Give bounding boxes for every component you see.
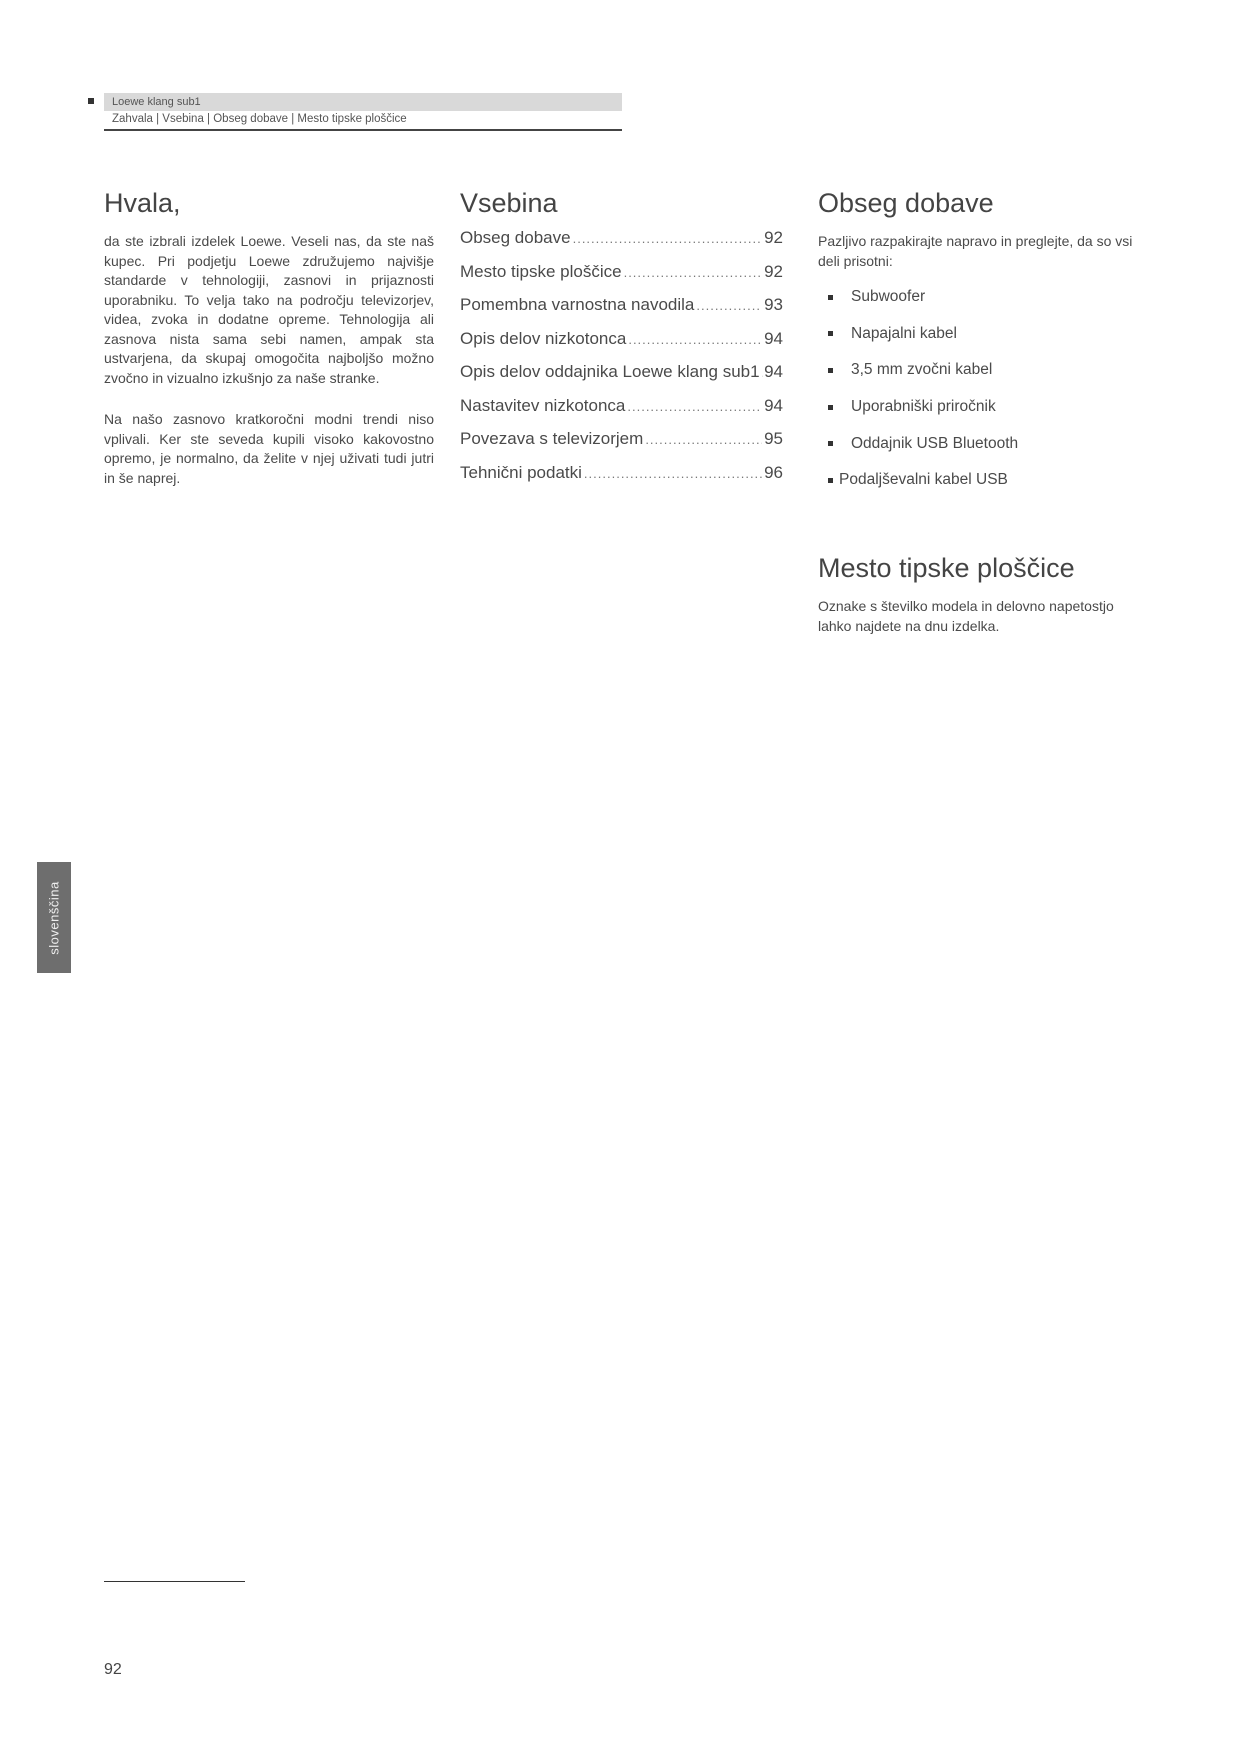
toc-entry-label: Mesto tipske ploščice xyxy=(460,261,622,281)
toc-entry-page: 95 xyxy=(764,429,783,448)
toc-leader-dots xyxy=(573,231,762,246)
thanks-heading: Hvala, xyxy=(104,188,181,218)
scope-item xyxy=(818,425,1178,462)
toc-leader-dots xyxy=(628,332,762,347)
language-tab-label: slovenščina xyxy=(46,880,62,955)
breadcrumb: Zahvala | Vsebina | Obseg dobave | Mesto tipske ploščice xyxy=(112,113,407,125)
nameplate-heading: Mesto tipske ploščice xyxy=(818,553,1075,583)
toc-entry-page: 94 xyxy=(764,328,783,348)
toc-entry-page: 92 xyxy=(764,228,783,247)
toc-entry[interactable] xyxy=(460,429,783,463)
toc-entry[interactable] xyxy=(460,329,783,363)
page-number: 92 xyxy=(104,1661,122,1678)
toc-entry[interactable] xyxy=(460,396,783,430)
toc-leader-dots xyxy=(584,466,762,481)
bullet-square-icon xyxy=(828,368,833,373)
toc-entry[interactable] xyxy=(460,463,783,497)
toc-entry-label: Obseg dobave xyxy=(460,228,571,247)
scope-item-label: Napajalni kabel xyxy=(851,324,957,342)
toc-entry-page: 96 xyxy=(764,462,783,482)
scope-item-label: Oddajnik USB Bluetooth xyxy=(851,434,1019,452)
toc-entry-label: Pomembna varnostna navodila xyxy=(460,295,695,314)
toc-entry[interactable] xyxy=(460,262,783,296)
toc-entry-label: Opis delov oddajnika Loewe klang sub1 xyxy=(460,362,760,381)
scope-item-label: Subwoofer xyxy=(851,288,926,306)
toc-entry-page: 92 xyxy=(764,261,783,281)
toc-entry-label: Opis delov nizkotonca xyxy=(460,328,627,348)
nameplate-body: Oznake s številko modela in delovno napetostjo lahko najdete na dnu izdelka. xyxy=(818,598,1114,634)
scope-item xyxy=(818,316,1178,353)
bullet-square-icon xyxy=(828,331,833,336)
toc-leader-dots xyxy=(627,399,762,414)
scope-item-label: Uporabniški priročnik xyxy=(851,398,996,416)
scope-item xyxy=(818,352,1178,389)
scope-item xyxy=(818,389,1178,426)
toc-heading: Vsebina xyxy=(460,188,558,218)
toc-leader-dots xyxy=(696,298,762,313)
header-product-name: Loewe klang sub1 xyxy=(112,96,201,108)
scope-intro: Pazljivo razpakirajte napravo in preglejte, da so vsi deli prisotni: xyxy=(818,233,1133,269)
thanks-paragraph: Na našo zasnovo kratkoročni modni trendi niso vplivali. Ker ste seveda kupili visoko kakovostno opremo, je normalno, da želite v njej uživati tudi jutri in še naprej. xyxy=(104,411,434,486)
thanks-paragraph: da ste izbrali izdelek Loewe. Veseli nas, da ste naš kupec. Pri podjetju Loewe združujemo najvišje standarde v tehnologiji, zasnovi in prijaznosti uporabniku. To velja tako na področju televizorjev, videa, zvoka in dodatne opreme. Tehnologija ali zasnova nista sama sebi namen, ampak sta ustvarjena, da skupaj omogočita najboljšo možno zvočno in vizualno izkušnjo za naše stranke. xyxy=(104,233,434,386)
bullet-square-icon xyxy=(828,478,833,483)
toc-list xyxy=(460,228,783,496)
thanks-body xyxy=(104,232,434,510)
scope-item xyxy=(818,462,1178,499)
toc-leader-dots xyxy=(624,265,763,280)
bullet-square-icon xyxy=(828,441,833,446)
language-side-tab[interactable] xyxy=(37,862,71,973)
toc-entry-label: Povezava s televizorjem xyxy=(460,429,644,448)
toc-entry-label: Nastavitev nizkotonca xyxy=(460,395,626,415)
scope-item xyxy=(818,279,1178,316)
toc-entry-page: 94 xyxy=(764,395,783,415)
toc-entry-page: 94 xyxy=(764,362,783,381)
scope-item-label: 3,5 mm zvočni kabel xyxy=(851,361,993,379)
toc-leader-dots xyxy=(645,432,762,447)
header-bullet xyxy=(88,98,94,104)
scope-list xyxy=(818,279,1178,499)
footnote-rule xyxy=(104,1581,245,1582)
scope-item-label: Podaljševalni kabel USB xyxy=(839,471,1008,489)
header-rule xyxy=(104,129,622,131)
toc-entry[interactable] xyxy=(460,295,783,329)
scope-heading: Obseg dobave xyxy=(818,188,994,218)
toc-entry[interactable] xyxy=(460,362,783,396)
bullet-square-icon xyxy=(828,295,833,300)
toc-entry[interactable] xyxy=(460,228,783,262)
toc-entry-page: 93 xyxy=(764,295,783,314)
toc-entry-label: Tehnični podatki xyxy=(460,462,582,482)
bullet-square-icon xyxy=(828,405,833,410)
